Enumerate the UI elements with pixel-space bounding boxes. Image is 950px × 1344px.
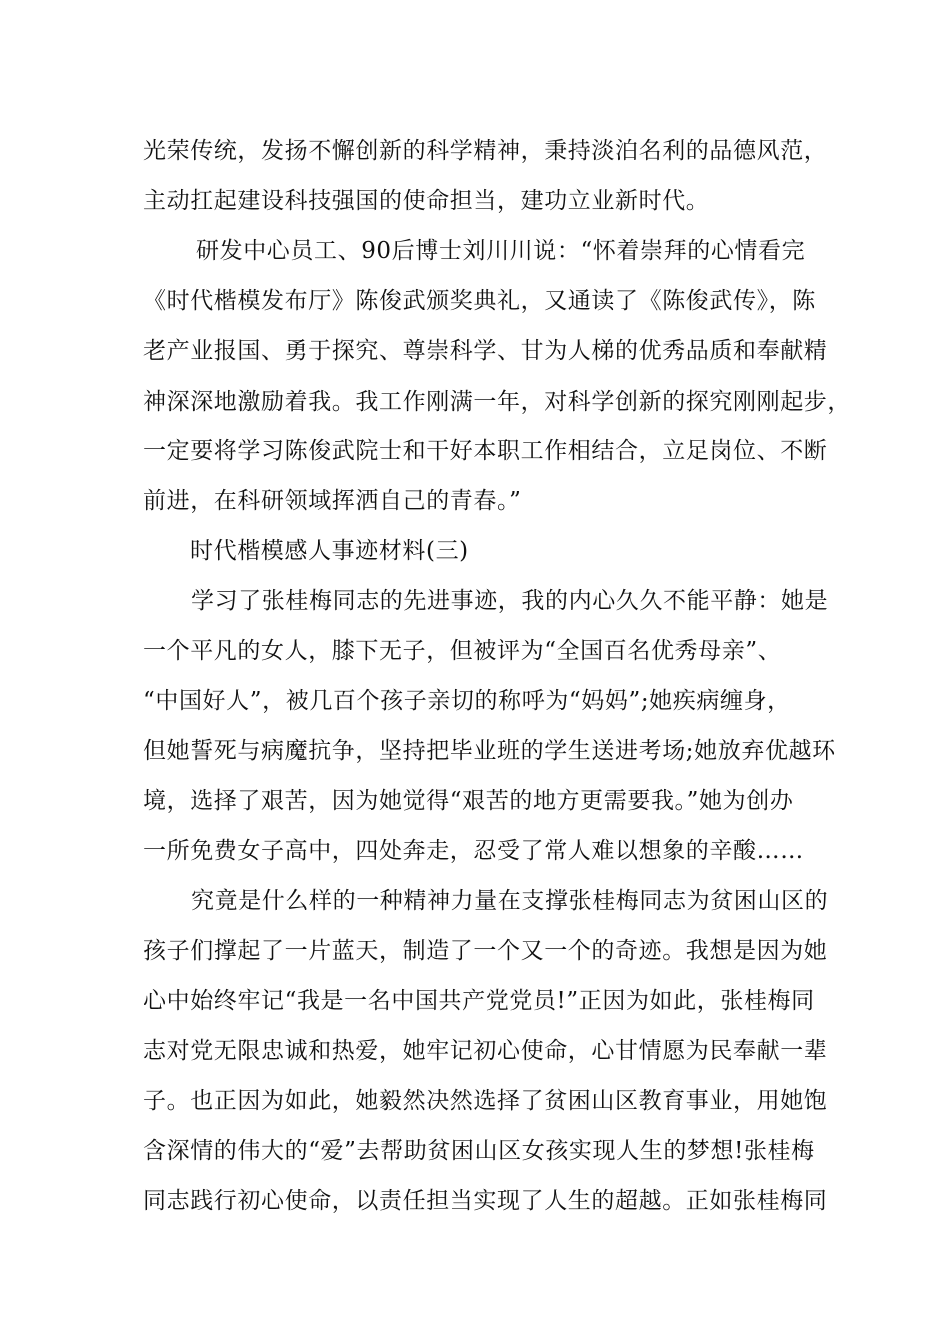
text-line: 但她誓死与病魔抗争，坚持把毕业班的学生送进考场;她放弃优越环 xyxy=(143,738,836,764)
text-line: 一个平凡的女人，膝下无子，但被评为“全国百名优秀母亲”、 xyxy=(143,638,782,664)
text-line: 前进，在科研领域挥洒自己的青春。” xyxy=(143,488,522,514)
text-line: 光荣传统，发扬不懈创新的科学精神，秉持淡泊名利的品德风范， xyxy=(143,138,828,164)
text-line: 老产业报国、勇于探究、尊崇科学、甘为人梯的优秀品质和奉献精 xyxy=(143,338,828,364)
text-line: 心中始终牢记“我是一名中国共产党党员!”正因为如此，张桂梅同 xyxy=(143,988,815,1014)
text-line: 一所免费女子高中，四处奔走，忍受了常人难以想象的辛酸…… xyxy=(143,838,804,864)
text-line: 神深深地激励着我。我工作刚满一年，对科学创新的探究刚刚起步， xyxy=(143,389,851,415)
text-line: 同志践行初心使命，以责任担当实现了人生的超越。正如张桂梅同 xyxy=(143,1188,828,1214)
text-line: “中国好人”，被几百个孩子亲切的称呼为“妈妈”;她疾病缠身， xyxy=(143,688,791,714)
paragraph-start-line: 学习了张桂梅同志的先进事迹，我的内心久久不能平静：她是 xyxy=(191,588,829,614)
paragraph-start-line: 究竟是什么样的一种精神力量在支撑张桂梅同志为贫困山区的 xyxy=(191,888,829,914)
text-line: 子。也正因为如此，她毅然决然选择了贫困山区教育事业，用她饱 xyxy=(143,1088,828,1114)
section-heading: 时代楷模感人事迹材料(三) xyxy=(190,538,469,564)
text-line: 境，选择了艰苦，因为她觉得“艰苦的地方更需要我。”她为创办 xyxy=(143,788,794,814)
text-line: 志对党无限忠诚和热爱，她牢记初心使命，心甘情愿为民奉献一辈 xyxy=(143,1038,828,1064)
text-line: 一定要将学习陈俊武院士和干好本职工作相结合，立足岗位、不断 xyxy=(143,438,828,464)
text-line: 《时代楷模发布厅》陈俊武颁奖典礼，又通读了《陈俊武传》，陈 xyxy=(143,288,816,314)
paragraph-start-line: 研发中心员工、90后博士刘川川说：“怀着崇拜的心情看完 xyxy=(196,238,806,264)
text-line: 孩子们撑起了一片蓝天，制造了一个又一个的奇迹。我想是因为她 xyxy=(143,938,828,964)
text-line: 主动扛起建设科技强国的使命担当，建功立业新时代。 xyxy=(143,188,710,214)
text-line: 含深情的伟大的“爱”去帮助贫困山区女孩实现人生的梦想!张桂梅 xyxy=(143,1138,815,1164)
